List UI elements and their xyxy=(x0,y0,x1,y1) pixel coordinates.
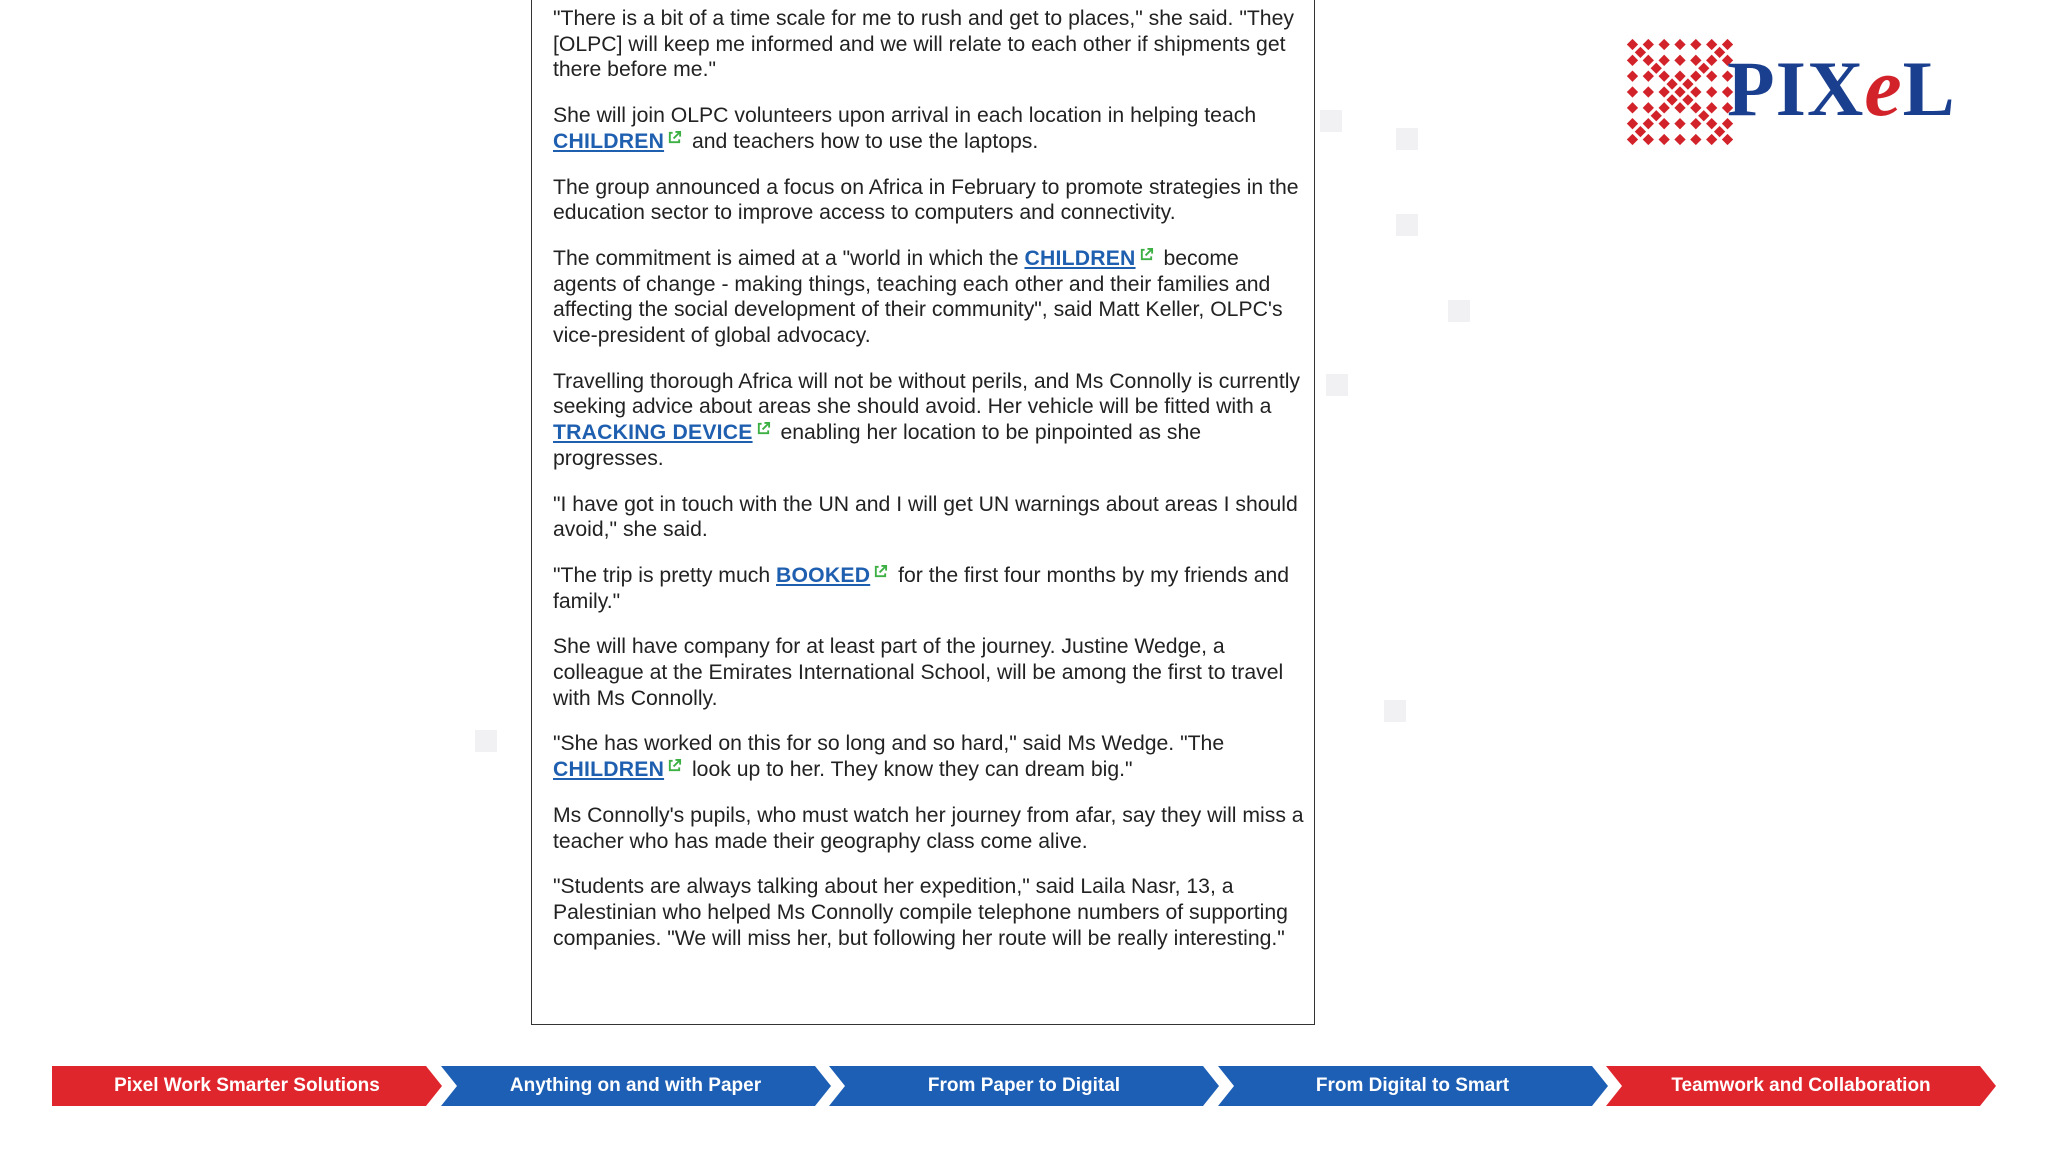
logo-dot xyxy=(1706,86,1717,97)
logo-dot xyxy=(1706,71,1717,82)
logo-dot xyxy=(1690,118,1701,129)
background-decoration xyxy=(475,730,497,752)
process-step-label: From Paper to Digital xyxy=(927,1075,1121,1096)
paragraph-text: "There is a bit of a time scale for me to rush and get to places," she said. "They [OLPC] will keep me informed and we will relate to each other if shipments get there before me." xyxy=(553,7,1294,82)
paragraph-text: She will have company for at least part of the journey. Justine Wedge, a colleague at the Emirates International School, will be among the first to travel with Ms Connolly. xyxy=(553,635,1284,710)
article-panel xyxy=(531,0,1315,1025)
logo-dot xyxy=(1674,86,1685,97)
background-decoration xyxy=(1448,300,1470,322)
logo-dot xyxy=(1706,102,1717,113)
external-link-icon[interactable] xyxy=(873,560,888,575)
background-decoration xyxy=(1326,374,1348,396)
paragraph-text: "Students are always talking about her expedition," said Laila Nasr, 13, a Palestinian who helped Ms Connolly compile telephone numbers of supporting companies. "We will miss her, but following her route will be really interesting." xyxy=(553,875,1288,950)
keyword-link[interactable]: CHILDREN xyxy=(553,129,665,153)
process-step xyxy=(829,1066,1219,1106)
paragraph-text: The group announced a focus on Africa in February to promote strategies in the education sector to improve access to computers and connectivity. xyxy=(553,175,1299,225)
logo-dot xyxy=(1674,55,1685,66)
external-link-icon[interactable] xyxy=(756,417,771,432)
logo-dot xyxy=(1651,110,1662,121)
article-paragraph xyxy=(553,175,1308,226)
logo-dot xyxy=(1698,110,1709,121)
logo-dot xyxy=(1674,134,1685,145)
logo-dot xyxy=(1627,118,1638,129)
keyword-link[interactable]: BOOKED xyxy=(776,563,871,587)
keyword-link[interactable]: CHILDREN xyxy=(1024,246,1136,270)
logo-dot xyxy=(1635,126,1646,137)
paragraph-text: for the first four months by my friends and family." xyxy=(553,563,1290,613)
logo-dot xyxy=(1714,47,1725,58)
logo-dot xyxy=(1690,55,1701,66)
paragraph-text: Travelling thorough Africa will not be without perils, and Ms Connolly is currently seeking advice about areas she should avoid. Her vehicle will be fitted with a xyxy=(553,369,1301,419)
logo-dot xyxy=(1674,118,1685,129)
paragraph-text: She will join OLPC volunteers upon arrival in each location in helping teach xyxy=(553,104,1257,128)
logo-dot xyxy=(1682,94,1693,105)
paragraph-text: become agents of change - making things, teaching each other and their families and affecting the social development of their community", said Matt Keller, OLPC's vice-president of global advocacy. xyxy=(553,246,1283,348)
article-paragraph xyxy=(553,803,1308,854)
paragraph-text: and teachers how to use the laptops. xyxy=(686,129,1039,153)
logo-dot xyxy=(1666,78,1677,89)
process-step xyxy=(1606,1066,1996,1106)
external-link-icon[interactable] xyxy=(667,126,682,141)
logo-dot xyxy=(1666,94,1677,105)
process-step-label: Teamwork and Collaboration xyxy=(1671,1075,1931,1096)
logo-dot xyxy=(1706,134,1717,145)
pixel-logo xyxy=(1625,12,2001,172)
logo-dot xyxy=(1659,71,1670,82)
background-decoration xyxy=(1396,128,1418,150)
process-step-label: From Digital to Smart xyxy=(1315,1075,1510,1096)
article-paragraph xyxy=(553,874,1308,951)
process-step xyxy=(1218,1066,1608,1106)
process-step xyxy=(52,1066,442,1106)
background-decoration xyxy=(1396,214,1418,236)
logo-dot xyxy=(1706,39,1717,50)
paragraph-text: "The trip is pretty much xyxy=(553,563,776,587)
article-paragraph xyxy=(553,246,1308,349)
background-decoration xyxy=(1384,700,1406,722)
logo-dot xyxy=(1627,134,1638,145)
paragraph-text: "I have got in touch with the UN and I will get UN warnings about areas I should avoid," she said. xyxy=(553,492,1298,542)
article-paragraph xyxy=(553,563,1308,614)
logo-dot xyxy=(1627,102,1638,113)
logo-dot xyxy=(1690,86,1701,97)
logo-dot xyxy=(1643,71,1654,82)
logo-dot xyxy=(1690,71,1701,82)
logo-dot xyxy=(1706,118,1717,129)
article-paragraph xyxy=(553,369,1308,472)
paragraph-text: look up to her. They know they can dream big." xyxy=(686,758,1133,782)
article-paragraph xyxy=(553,6,1308,83)
logo-dot xyxy=(1659,55,1670,66)
logo-dot xyxy=(1706,55,1717,66)
logo-dot xyxy=(1635,47,1646,58)
article-paragraph xyxy=(553,492,1308,543)
logo-dot xyxy=(1690,102,1701,113)
logo-dot xyxy=(1674,102,1685,113)
process-banner xyxy=(52,1066,1996,1106)
logo-dot xyxy=(1714,126,1725,137)
pixel-logo-mark-icon xyxy=(1625,12,1735,172)
logo-dot xyxy=(1643,102,1654,113)
process-step xyxy=(441,1066,831,1106)
logo-dot xyxy=(1643,134,1654,145)
paragraph-text: Ms Connolly's pupils, who must watch her journey from afar, say they will miss a teacher who has made their geography class come alive. xyxy=(553,803,1304,853)
article-paragraph xyxy=(553,634,1308,711)
logo-dot xyxy=(1659,134,1670,145)
logo-dot xyxy=(1643,55,1654,66)
pixel-logo-wordmark: PIXeL xyxy=(1727,41,1956,134)
article-paragraph xyxy=(553,103,1308,154)
keyword-link[interactable]: CHILDREN xyxy=(553,758,665,782)
logo-dot xyxy=(1659,86,1670,97)
logo-dot xyxy=(1627,55,1638,66)
paragraph-text: enabling her location to be pinpointed as she progresses. xyxy=(553,421,1202,470)
paragraph-text: The commitment is aimed at a "world in which the xyxy=(553,246,1025,270)
paragraph-text: "She has worked on this for so long and so hard," said Ms Wedge. "The xyxy=(553,732,1225,756)
logo-dot xyxy=(1627,86,1638,97)
logo-dot xyxy=(1651,63,1662,74)
logo-dot xyxy=(1690,39,1701,50)
external-link-icon[interactable] xyxy=(667,754,682,769)
process-step-label: Pixel Work Smarter Solutions xyxy=(114,1075,380,1096)
logo-dot xyxy=(1659,39,1670,50)
logo-dot xyxy=(1698,63,1709,74)
logo-dot xyxy=(1659,118,1670,129)
process-step-label: Anything on and with Paper xyxy=(509,1075,762,1096)
logo-dot xyxy=(1674,71,1685,82)
article-paragraph xyxy=(553,731,1308,782)
logo-dot xyxy=(1682,78,1693,89)
logo-dot xyxy=(1643,86,1654,97)
logo-dot xyxy=(1674,39,1685,50)
keyword-link[interactable]: TRACKING DEVICE xyxy=(553,421,753,445)
logo-dot xyxy=(1690,134,1701,145)
logo-dot xyxy=(1627,39,1638,50)
logo-dot xyxy=(1643,39,1654,50)
logo-dot xyxy=(1659,102,1670,113)
logo-dot xyxy=(1643,118,1654,129)
logo-dot xyxy=(1627,71,1638,82)
background-decoration xyxy=(1320,110,1342,132)
logo-dot xyxy=(1722,134,1733,145)
external-link-icon[interactable] xyxy=(1139,243,1154,258)
